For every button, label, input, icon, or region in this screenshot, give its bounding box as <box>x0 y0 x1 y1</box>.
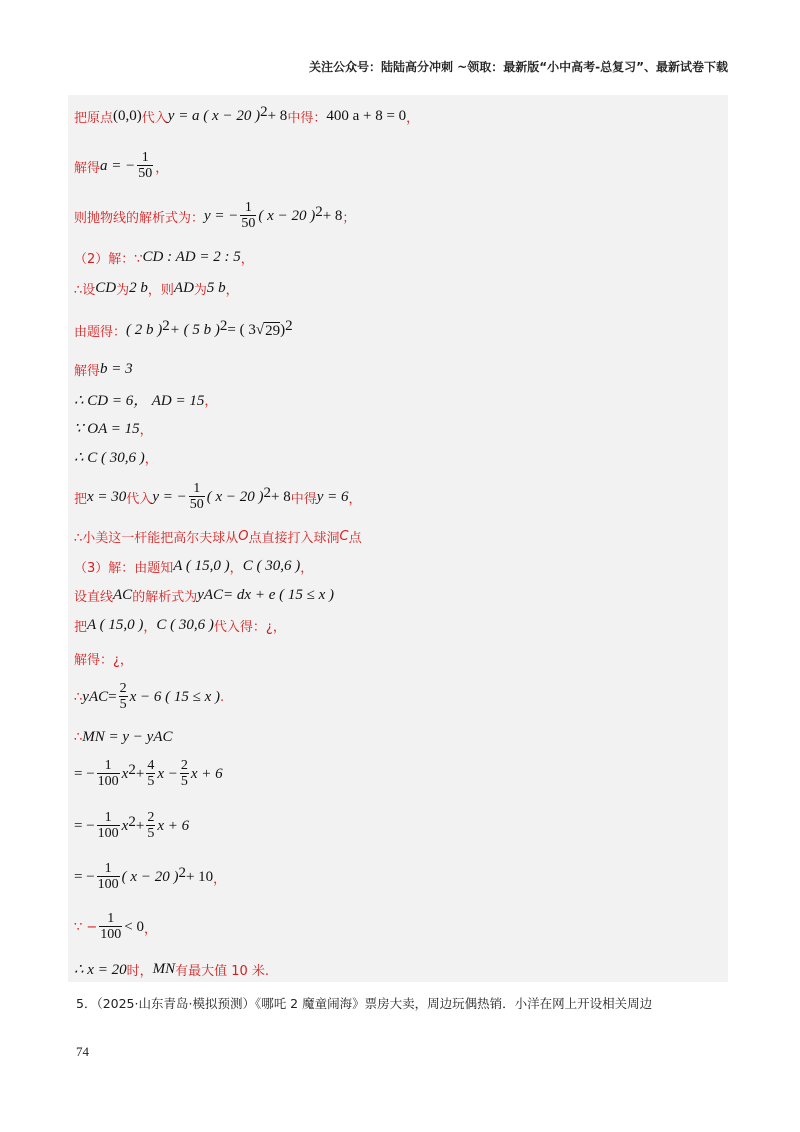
solution-line-1: 把原点 (0,0) 代入 y = a ( x − 20 ) $^2$ + 8 中得： 400 a + 8 = 0 ， <box>74 104 420 126</box>
solution-line-12: ∴小美这一杆能把高尔夫球从 O 点直接打入球洞 C 点 <box>74 529 362 546</box>
fraction: $\frac{1}{100}$ <box>97 758 119 789</box>
solution-line-20: = − $\frac{1}{100}$ x $^2$ + $\frac{2}{5}$ x + 6 <box>74 810 190 841</box>
solution-line-10: ∴ C ( 30,6 ) ， <box>74 450 158 467</box>
solution-line-7: 解得 b = 3 <box>74 361 133 379</box>
solution-line-15: 把 A ( 15,0 ) ， C ( 30,6 ) 代入得：¿， <box>74 617 286 635</box>
fraction: $\frac{2}{5}$ <box>180 758 188 789</box>
fraction: $\frac{2}{5}$ <box>147 810 155 841</box>
solution-line-8: ∴ CD = 6， AD = 15 ， <box>74 393 218 409</box>
fraction: $\frac{4}{5}$ <box>147 758 155 789</box>
fraction: $\frac{1}{100}$ <box>97 861 119 892</box>
fraction: $\frac{2}{5}$ <box>119 681 127 712</box>
fraction: $\frac{1}{100}$ <box>97 810 119 841</box>
fraction: $\frac{1}{100}$ <box>100 911 122 942</box>
solution-line-21: = − $\frac{1}{100}$ ( x − 20 ) $^2$ + 10 ， <box>74 861 227 892</box>
solution-line-14: 设直线 AC 的解析式为 y AC = dx + e ( 15 ≤ x ) <box>74 587 334 605</box>
question-5-text: 5．（2025·山东青岛·模拟预测）《哪吒 2 魔童闹海》票房大卖，周边玩偶热销．小洋在网上开设相关周边 <box>76 996 653 1011</box>
solution-line-5: ∴设 CD 为 2 b ，则 AD 为 5 b ， <box>74 280 239 298</box>
solution-line-4: （2）解：∵ CD : AD = 2 : 5 ， <box>74 249 254 267</box>
fraction: $\frac{1}{50}$ <box>138 150 153 181</box>
solution-line-11: 把 x = 30 代入 y = − $\frac{1}{50}$ ( x − 20 ) $^2$ + 8 中得 y = 6 ， <box>74 481 362 512</box>
solution-line-17: ∴ y AC = $\frac{2}{5}$ x − 6 ( 15 ≤ x ) . <box>74 681 225 712</box>
solution-line-16: 解得：¿， <box>74 653 133 668</box>
solution-line-23: ∴ x = 20 时， MN 有最大值 10 米. <box>74 961 270 979</box>
solution-line-22: ∵ − $\frac{1}{100}$ < 0 ， <box>74 911 158 942</box>
solution-line-9: ∵ OA = 15 ， <box>74 421 153 438</box>
fraction: $\frac{1}{50}$ <box>241 200 256 231</box>
page-number: 74 <box>76 1044 89 1059</box>
solution-block <box>68 95 728 982</box>
solution-line-6: 由题得： ( 2 b ) $^2$ + ( 5 b ) $^2$ = ( 3 √ 29 ) $^2$ <box>74 318 293 340</box>
solution-line-2: 解得 a = − $\frac{1}{50}$ ， <box>74 150 169 181</box>
solution-line-18: ∴ MN = y − y AC <box>74 729 173 745</box>
solution-line-3: 则抛物线的解析式为： y = − $\frac{1}{50}$ ( x − 20 ) $^2$ + 8 ； <box>74 200 356 231</box>
solution-line-13: （3）解：由题知 A ( 15,0 ) ， C ( 30,6 ) ， <box>74 558 314 576</box>
solution-line-19: = − $\frac{1}{100}$ x $^2$ + $\frac{4}{5}$ x − $\frac{2}{5}$ x + 6 <box>74 758 223 789</box>
page-header: 关注公众号：陆陆高分冲刺 ~领取：最新版“小中高考-总复习”、最新试卷下载 <box>309 60 728 74</box>
fraction: $\frac{1}{50}$ <box>189 481 204 512</box>
